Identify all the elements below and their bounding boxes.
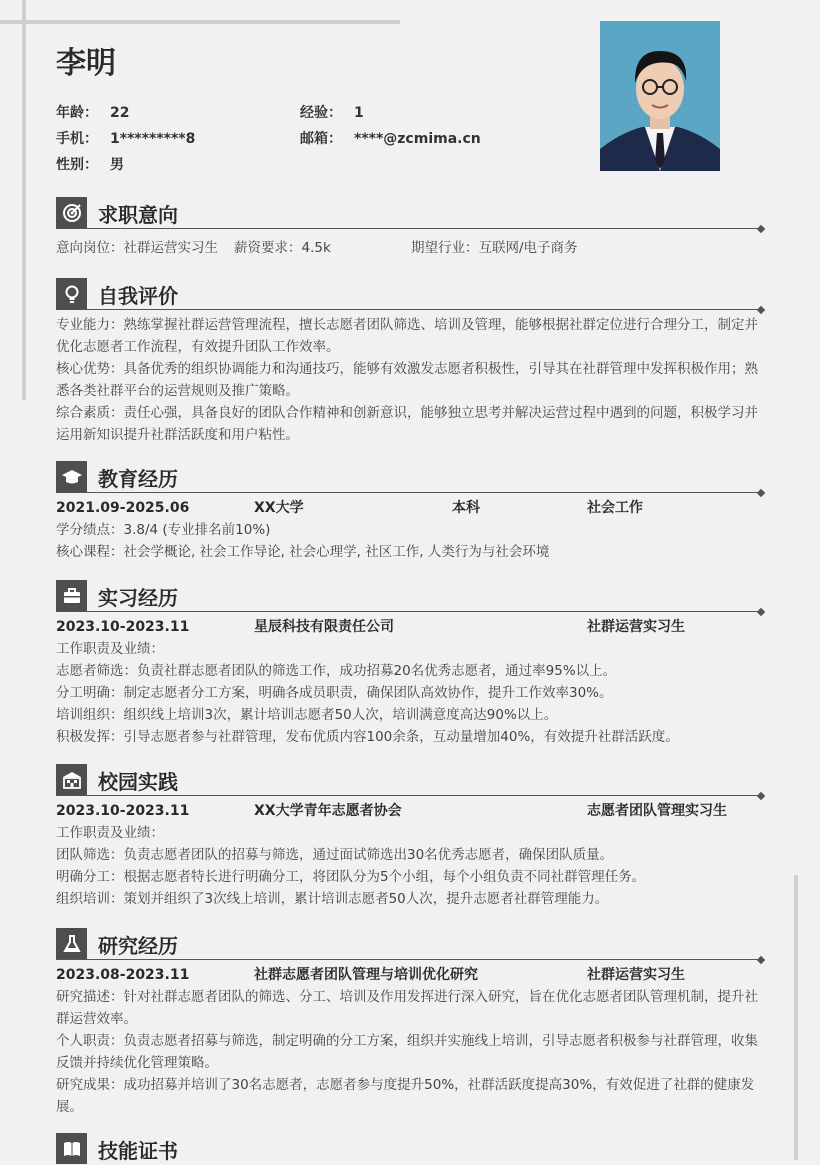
phone-label: 手机： xyxy=(56,131,98,147)
briefcase-icon xyxy=(56,580,87,611)
section-divider xyxy=(56,959,760,960)
phone-value: 1*********8 xyxy=(110,131,196,147)
section-title: 求职意向 xyxy=(98,203,178,227)
internship-section xyxy=(56,578,764,748)
phone-field xyxy=(56,128,195,148)
job-intent-section xyxy=(56,195,764,259)
decorative-left-bar xyxy=(22,0,26,400)
intent-industry: 期望行业：互联网/电子商务 xyxy=(411,240,578,256)
internship-role: 社群运营实习生 xyxy=(587,619,685,635)
research-line: 研究描述：针对社群志愿者团队的筛选、分工、培训及作用发挥进行深入研究，旨在优化志愿者团队管理机制，提升社群运营效率。 xyxy=(56,989,758,1027)
internship-line: 工作职责及业绩： xyxy=(56,641,164,657)
education-period: 2021.09-2025.06 xyxy=(56,500,190,516)
internship-line: 分工明确：制定志愿者分工方案，明确各成员职责，确保团队高效协作，提升工作效率30%。 xyxy=(56,685,613,701)
internship-line: 培训组织：组织线上培训3次，累计培训志愿者50人次，培训满意度高达90%以上。 xyxy=(56,707,558,723)
internship-line: 志愿者筛选：负责社群志愿者团队的筛选工作，成功招募20名优秀志愿者，通过率95%以上。 xyxy=(56,663,617,679)
graduation-cap-icon xyxy=(56,461,87,492)
section-divider xyxy=(56,795,760,796)
campus-line: 团队筛选：负责志愿者团队的招募与筛选，通过面试筛选出30名优秀志愿者，确保团队质量。 xyxy=(56,847,614,863)
section-divider xyxy=(56,492,760,493)
self-eval-item: 综合素质：责任心强，具备良好的团队合作精神和创新意识，能够独立思考并解决运营过程中遇到的问题，积极学习并运用新知识提升社群活跃度和用户粘性。 xyxy=(56,405,758,443)
email-value: ****@zcmima.cn xyxy=(354,131,481,147)
divider-dot xyxy=(757,489,765,497)
lightbulb-icon xyxy=(56,278,87,309)
research-topic: 社群志愿者团队管理与培训优化研究 xyxy=(254,967,478,983)
intent-salary: 薪资要求：4.5k xyxy=(234,240,331,256)
gender-field xyxy=(56,154,124,174)
decorative-right-bar xyxy=(794,875,798,1160)
flask-icon xyxy=(56,928,87,959)
experience-field xyxy=(300,102,364,122)
email-label: 邮箱： xyxy=(300,131,342,147)
email-field xyxy=(300,128,481,148)
internship-org: 星辰科技有限责任公司 xyxy=(254,619,394,635)
section-title: 自我评价 xyxy=(98,284,178,308)
divider-dot xyxy=(757,608,765,616)
age-label: 年龄： xyxy=(56,105,98,121)
education-major: 社会工作 xyxy=(587,500,643,516)
section-title: 技能证书 xyxy=(98,1139,178,1163)
divider-dot xyxy=(757,225,765,233)
divider-dot xyxy=(757,306,765,314)
section-divider xyxy=(56,309,760,310)
self-eval-section xyxy=(56,276,764,446)
education-section xyxy=(56,459,764,563)
campus-line: 组织培训：策划并组织了3次线上培训，累计培训志愿者50人次，提升志愿者社群管理能力。 xyxy=(56,891,609,907)
experience-label: 经验： xyxy=(300,105,342,121)
section-title: 实习经历 xyxy=(98,586,178,610)
research-role: 社群运营实习生 xyxy=(587,967,685,983)
education-degree: 本科 xyxy=(452,500,480,516)
campus-section xyxy=(56,762,764,910)
campus-period: 2023.10-2023.11 xyxy=(56,803,190,819)
candidate-name: 李明 xyxy=(56,46,116,81)
campus-role: 志愿者团队管理实习生 xyxy=(587,803,727,819)
divider-dot xyxy=(757,792,765,800)
self-eval-item: 核心优势：具备优秀的组织协调能力和沟通技巧，能够有效激发志愿者积极性，引导其在社群管理中发挥积极作用；熟悉各类社群平台的运营规则及推广策略。 xyxy=(56,361,758,399)
education-line: 核心课程：社会学概论, 社会工作导论, 社会心理学, 社区工作, 人类行为与社会环境 xyxy=(56,544,550,560)
section-title: 研究经历 xyxy=(98,934,178,958)
campus-org: XX大学青年志愿者协会 xyxy=(254,803,402,819)
profile-photo xyxy=(600,21,720,171)
self-eval-item: 专业能力：熟练掌握社群运营管理流程，擅长志愿者团队筛选、培训及管理，能够根据社群定位进行合理分工，制定并优化志愿者工作流程，有效提升团队工作效率。 xyxy=(56,317,758,355)
age-value: 22 xyxy=(110,105,130,121)
internship-period: 2023.10-2023.11 xyxy=(56,619,190,635)
education-line: 学分绩点：3.8/4 (专业排名前10%) xyxy=(56,522,271,538)
campus-line: 明确分工：根据志愿者特长进行明确分工，将团队分为5个小组，每个小组负责不同社群管理任务。 xyxy=(56,869,646,885)
target-icon xyxy=(56,197,87,228)
research-period: 2023.08-2023.11 xyxy=(56,967,190,983)
research-line: 个人职责：负责志愿者招募与筛选，制定明确的分工方案，组织并实施线上培训，引导志愿者积极参与社群管理，收集反馈并持续优化管理策略。 xyxy=(56,1033,758,1071)
divider-dot xyxy=(757,956,765,964)
gender-label: 性别： xyxy=(56,157,98,173)
internship-line: 积极发挥：引导志愿者参与社群管理，发布优质内容100余条，互动量增加40%，有效提升社群活跃度。 xyxy=(56,729,679,745)
education-school: XX大学 xyxy=(254,500,304,516)
experience-value: 1 xyxy=(354,105,364,121)
campus-line: 工作职责及业绩： xyxy=(56,825,164,841)
decorative-top-bar xyxy=(0,20,400,24)
book-icon xyxy=(56,1133,87,1164)
research-line: 研究成果：成功招募并培训了30名志愿者，志愿者参与度提升50%，社群活跃度提高30%，有效促进了社群的健康发展。 xyxy=(56,1077,755,1115)
intent-position: 意向岗位：社群运营实习生 xyxy=(56,240,218,256)
section-title: 校园实践 xyxy=(98,770,178,794)
section-title: 教育经历 xyxy=(98,467,178,491)
section-divider xyxy=(56,228,760,229)
age-field xyxy=(56,102,129,122)
section-divider xyxy=(56,611,760,612)
research-section xyxy=(56,926,764,1118)
gender-value: 男 xyxy=(110,157,124,173)
school-building-icon xyxy=(56,764,87,795)
